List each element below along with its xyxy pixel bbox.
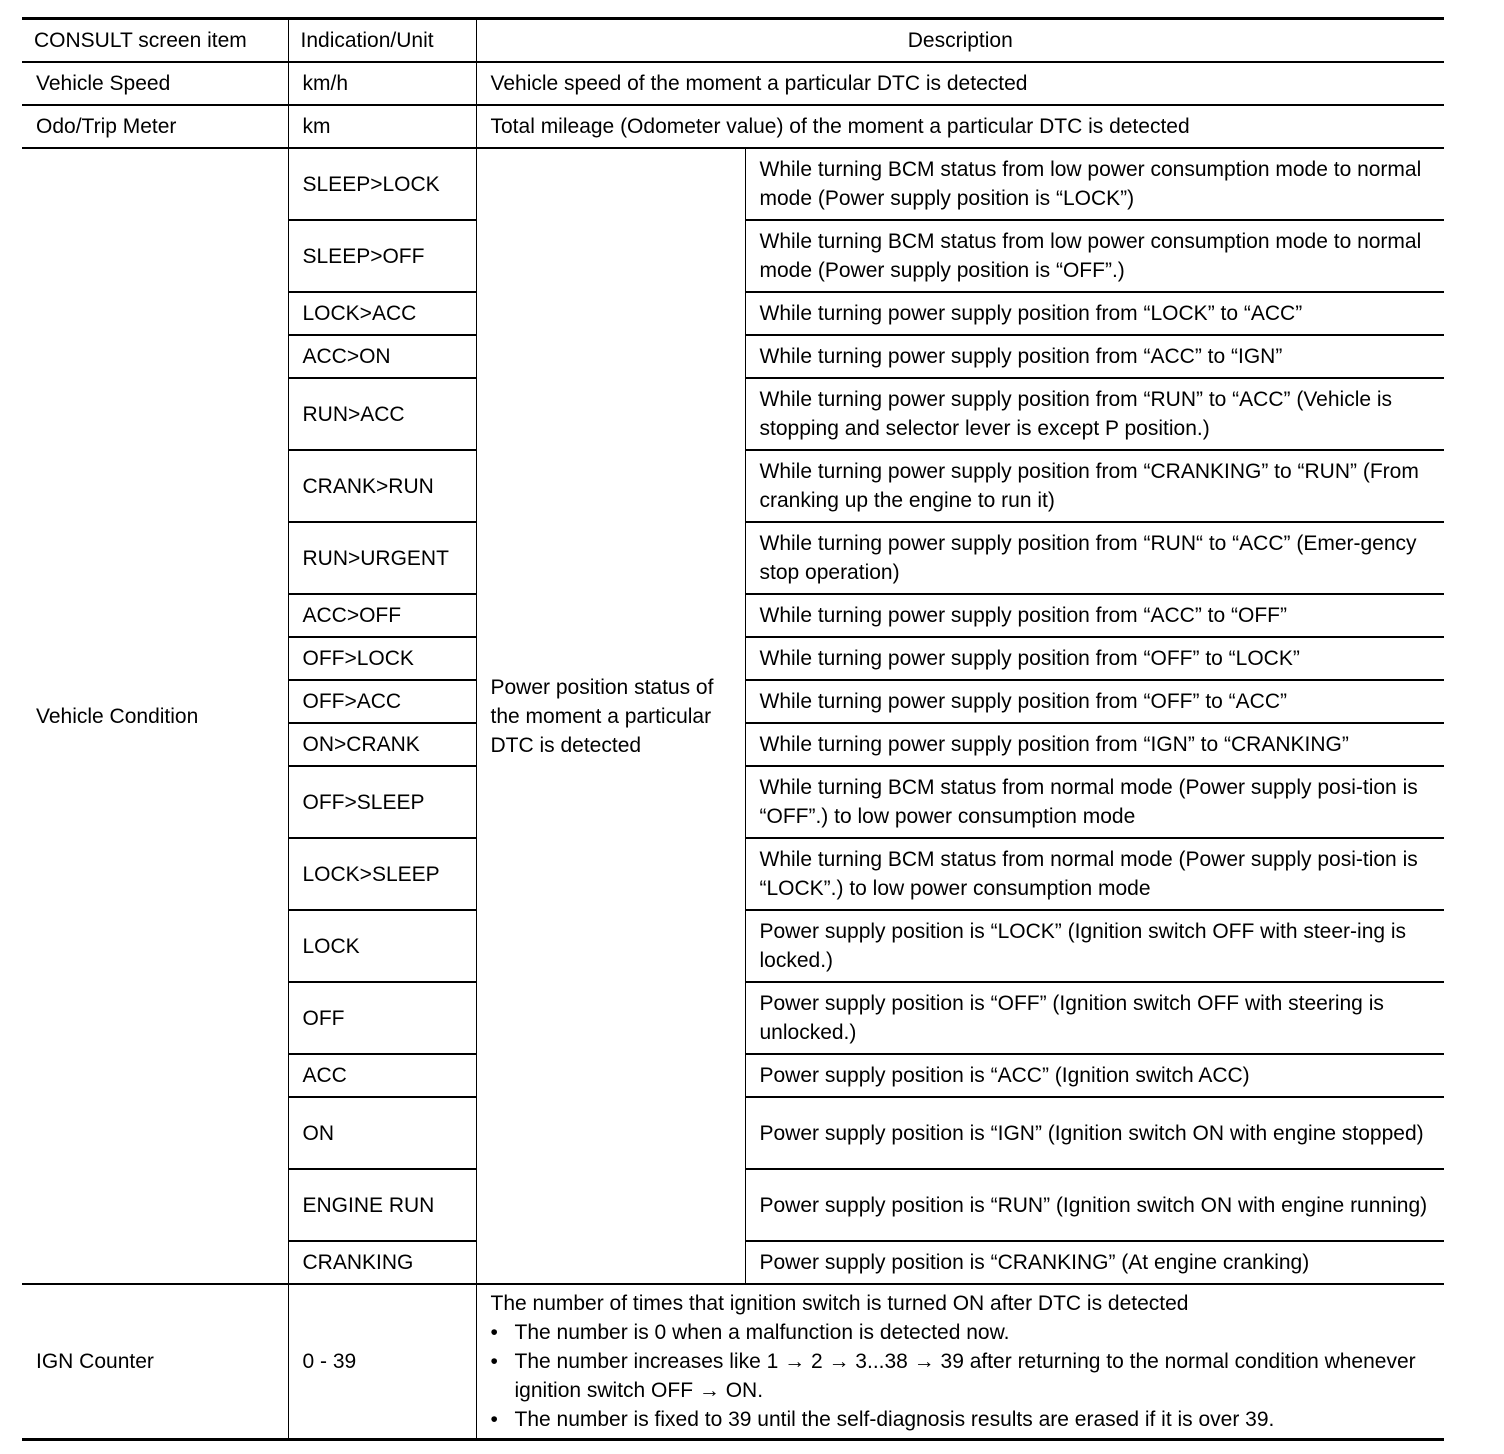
header-item: CONSULT screen item — [22, 19, 288, 63]
vehicle-condition-item: Vehicle Condition — [22, 148, 288, 1284]
condition-description: While turning power supply position from “LOCK” to “ACC” — [745, 292, 1444, 335]
condition-description: Power supply position is “IGN” (Ignition switch ON with engine stopped) — [745, 1097, 1444, 1169]
condition-unit: RUN>URGENT — [288, 522, 476, 594]
condition-description: Power supply position is “OFF” (Ignition switch OFF with steering is unlocked.) — [745, 982, 1444, 1054]
ign-counter-item: IGN Counter — [22, 1284, 288, 1440]
condition-unit: ON — [288, 1097, 476, 1169]
ign-counter-bullet: • The number increases like 1 → 2 → 3...38 → 39 after returning to the normal condition whenever ignition switch OFF → ON. — [491, 1347, 1431, 1405]
consult-data-table — [22, 17, 1444, 1441]
table-row-vehicle-speed — [22, 62, 1444, 105]
condition-description: Power supply position is “CRANKING” (At engine cranking) — [745, 1241, 1444, 1284]
condition-description: While turning power supply position from “RUN“ to “ACC” (Emer-gency stop operation) — [745, 522, 1444, 594]
condition-description: Power supply position is “LOCK” (Ignition switch OFF with steer-ing is locked.) — [745, 910, 1444, 982]
table-row-odo-trip — [22, 105, 1444, 148]
condition-description: While turning power supply position from “ACC” to “OFF” — [745, 594, 1444, 637]
condition-unit: ACC>OFF — [288, 594, 476, 637]
ign-counter-unit: 0 - 39 — [288, 1284, 476, 1440]
vehicle-speed-unit: km/h — [288, 62, 476, 105]
condition-unit: SLEEP>OFF — [288, 220, 476, 292]
condition-unit: ACC>ON — [288, 335, 476, 378]
condition-unit: CRANKING — [288, 1241, 476, 1284]
condition-unit: OFF — [288, 982, 476, 1054]
condition-unit: OFF>ACC — [288, 680, 476, 723]
vehicle-condition-group-description: Power position status of the moment a particular DTC is detected — [476, 148, 745, 1284]
condition-unit: ENGINE RUN — [288, 1169, 476, 1241]
condition-description: While turning power supply position from “RUN” to “ACC” (Vehicle is stopping and selector lever is except P position.) — [745, 378, 1444, 450]
condition-unit: ACC — [288, 1054, 476, 1097]
condition-unit: OFF>LOCK — [288, 637, 476, 680]
condition-unit: LOCK>SLEEP — [288, 838, 476, 910]
condition-description: Power supply position is “RUN” (Ignition switch ON with engine running) — [745, 1169, 1444, 1241]
condition-description: While turning power supply position from “IGN” to “CRANKING” — [745, 723, 1444, 766]
condition-description: While turning BCM status from normal mode (Power supply posi-tion is “LOCK”.) to low power consumption mode — [745, 838, 1444, 910]
header-row — [22, 19, 1444, 63]
condition-description: While turning power supply position from “OFF” to “LOCK” — [745, 637, 1444, 680]
header-unit: Indication/Unit — [288, 19, 476, 63]
condition-unit: RUN>ACC — [288, 378, 476, 450]
condition-unit: OFF>SLEEP — [288, 766, 476, 838]
ign-counter-description — [476, 1284, 1444, 1440]
condition-description: While turning power supply position from “CRANKING” to “RUN” (From cranking up the engine to run it) — [745, 450, 1444, 522]
condition-unit: SLEEP>LOCK — [288, 148, 476, 220]
ign-counter-bullet: • The number is 0 when a malfunction is detected now. — [491, 1318, 1431, 1347]
condition-description: While turning BCM status from low power consumption mode to normal mode (Power supply position is “LOCK”) — [745, 148, 1444, 220]
condition-unit: LOCK — [288, 910, 476, 982]
condition-description: Power supply position is “ACC” (Ignition switch ACC) — [745, 1054, 1444, 1097]
condition-description: While turning BCM status from low power consumption mode to normal mode (Power supply position is “OFF”.) — [745, 220, 1444, 292]
odo-trip-description: Total mileage (Odometer value) of the moment a particular DTC is detected — [476, 105, 1444, 148]
odo-trip-unit: km — [288, 105, 476, 148]
vehicle-speed-item: Vehicle Speed — [22, 62, 288, 105]
header-description: Description — [476, 19, 1444, 63]
condition-description: While turning BCM status from normal mode (Power supply posi-tion is “OFF”.) to low power consumption mode — [745, 766, 1444, 838]
table-row-ign-counter — [22, 1284, 1444, 1440]
condition-unit: LOCK>ACC — [288, 292, 476, 335]
ign-counter-bullet: • The number is fixed to 39 until the self-diagnosis results are erased if it is over 39. — [491, 1405, 1431, 1434]
ign-counter-description-text: The number of times that ignition switch is turned ON after DTC is detected — [490, 1292, 1189, 1315]
condition-unit: CRANK>RUN — [288, 450, 476, 522]
condition-description: While turning power supply position from “ACC” to “IGN” — [745, 335, 1444, 378]
condition-description: While turning power supply position from “OFF” to “ACC” — [745, 680, 1444, 723]
table-row-condition — [22, 148, 1444, 220]
vehicle-speed-description: Vehicle speed of the moment a particular DTC is detected — [476, 62, 1444, 105]
condition-unit: ON>CRANK — [288, 723, 476, 766]
odo-trip-item: Odo/Trip Meter — [22, 105, 288, 148]
